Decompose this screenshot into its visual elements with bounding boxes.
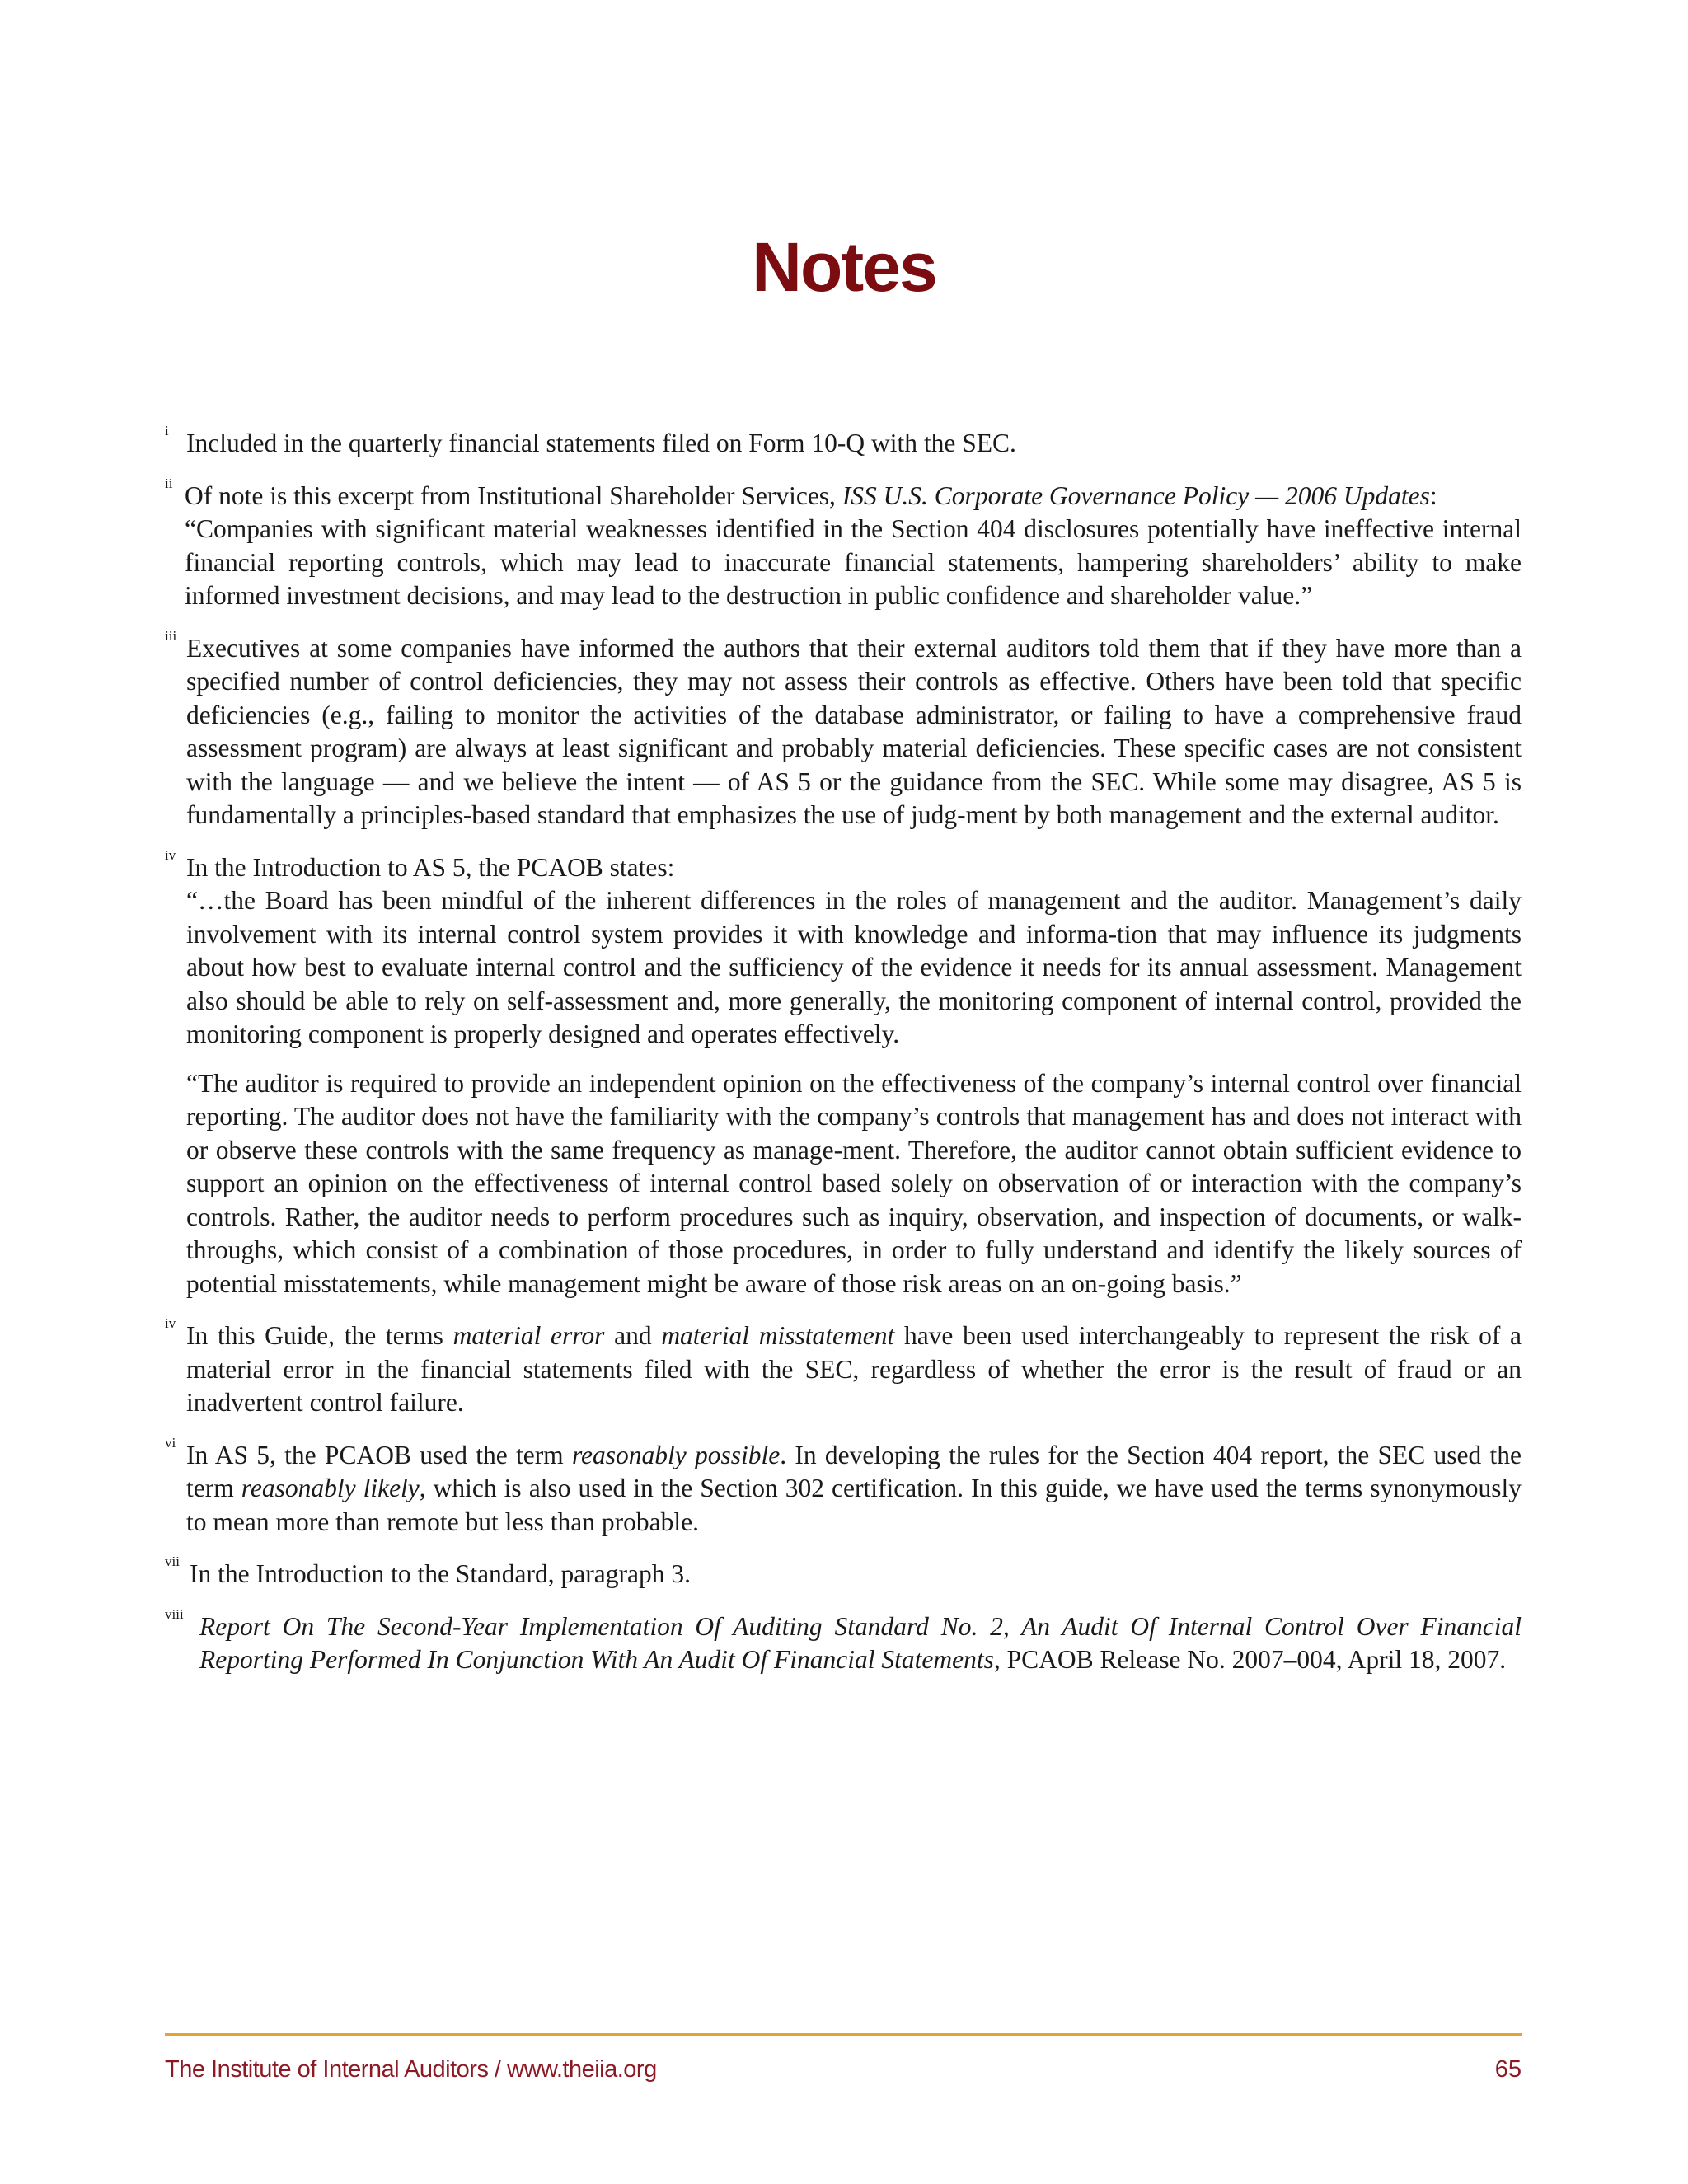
note-text-part: . In developing the rules for the Section 404 report, the SEC used the term <box>186 1440 1522 1502</box>
note-text-part: In this Guide, the terms <box>186 1321 453 1350</box>
note-iii <box>165 627 1522 832</box>
note-text-part: : <box>1429 480 1437 510</box>
note-text-part: , which is also used in the Section 302 certification. In this guide, we have used the terms synonymously to mean more than remote but less than probable. <box>186 1474 1522 1536</box>
note-marker: vi <box>165 1434 176 1451</box>
note-text-part: and <box>604 1321 662 1350</box>
page-number: 65 <box>1494 2056 1522 2083</box>
note-marker: ii <box>165 475 173 491</box>
note-text <box>199 1610 1522 1677</box>
note-text <box>186 1319 1522 1420</box>
note-marker: vii <box>165 1554 180 1569</box>
note-text <box>186 1439 1522 1540</box>
note-marker: iv <box>165 846 176 863</box>
note-text: Included in the quarterly financial statements filed on Form 10-Q with the SEC. <box>186 429 1016 457</box>
block-quote: “…the Board has been mindful of the inherent differences in the roles of management and the auditor. Management’s daily involvement with its internal control system provides it with knowledge and informa-tion that may influence its judgments about how best to evaluate internal control and the sufficiency of the evidence it needs for its annual assessment. Management also should be able to rely on self-assessment and, more generally, the monitoring component of internal control, provided the monitoring component is properly designed and operates effectively. <box>186 886 1522 1048</box>
block-quote: “Companies with significant material weaknesses identified in the Section 404 disclosures potentially have ineffective internal financial reporting controls, which may lead to inaccurate financial statements, hampering shareholders’ ability to make informed investment decisions, and may lead to the destruction in public confidence and shareholder value.” <box>185 514 1522 610</box>
note-marker: i <box>165 423 169 438</box>
report-title: Report On The Second-Year Implementation Of Auditing Standard No. 2, An Audit Of Internal Control Over Financial Reporting Performed In Conjunction With An Audit Of Financial Statements <box>199 1611 1522 1674</box>
note-marker: iii <box>165 627 177 644</box>
note-text-part: have been used interchangeably to represent the risk of a material error in the financial statements filed with the SEC, regardless of whether the error is the result of fraud or an inadvertent control failure. <box>186 1321 1522 1417</box>
page-title: Notes <box>752 228 936 306</box>
footer-publisher: The Institute of Internal Auditors / www.theiia.org <box>165 2056 657 2083</box>
note-text-part: , PCAOB Release No. 2007–004, April 18, 2007. <box>993 1645 1507 1674</box>
note-vi <box>165 1434 1522 1540</box>
note-i <box>165 423 1522 461</box>
note-marker: viii <box>165 1605 184 1622</box>
note-v <box>165 1315 1522 1420</box>
note-ii <box>165 475 1522 613</box>
term: reasonably likely <box>241 1474 420 1502</box>
term: reasonably possible <box>571 1440 781 1469</box>
note-text <box>185 480 1522 513</box>
note-text: In the Introduction to AS 5, the PCAOB states: <box>186 852 675 882</box>
note-marker: iv <box>165 1315 176 1331</box>
publication-title: ISS U.S. Corporate Governance Policy — 2006 Updates <box>842 480 1430 510</box>
note-text-part: In AS 5, the PCAOB used the term <box>186 1440 572 1469</box>
note-text: In the Introduction to the Standard, paragraph 3. <box>190 1559 691 1588</box>
footer-rule <box>165 2033 1522 2036</box>
notes-list <box>165 423 1522 1696</box>
note-text-part: Of note is this excerpt from Institutional Shareholder Services, <box>185 480 842 510</box>
note-viii <box>165 1605 1522 1677</box>
note-vii <box>165 1554 1522 1591</box>
term: material misstatement <box>661 1321 895 1350</box>
term: material error <box>452 1321 605 1350</box>
block-quote: “The auditor is required to provide an independent opinion on the effectiveness of the company’s internal control over financial reporting. The auditor does not have the familiarity with the company’s controls that management has and does not interact with or observe these controls with the same frequency as manage-ment. Therefore, the auditor cannot obtain sufficient evidence to support an opinion on the effectiveness of internal control based solely on observation of or interaction with the company’s controls. Rather, the auditor needs to perform procedures such as inquiry, observation, and inspection of documents, or walk-throughs, which consist of a combination of those procedures, in order to fully understand and identify the likely sources of potential misstatements, while management might be aware of those risk areas on an on-going basis.” <box>186 1068 1522 1298</box>
note-iv <box>165 846 1522 1301</box>
note-text: Executives at some companies have informed the authors that their external auditors told them that if they have more than a specified number of control deficiencies, they may not assess their controls as effective. Others have been told that specific deficiencies (e.g., failing to monitor the activities of the database administrator, or failing to have a comprehensive fraud assessment program) are always at least significant and probably material deficiencies. These specific cases are not consistent with the language — and we believe the intent — of AS 5 or the guidance from the SEC. While some may disagree, AS 5 is fundamentally a principles-based standard that emphasizes the use of judg-ment by both management and the external auditor. <box>186 633 1522 829</box>
